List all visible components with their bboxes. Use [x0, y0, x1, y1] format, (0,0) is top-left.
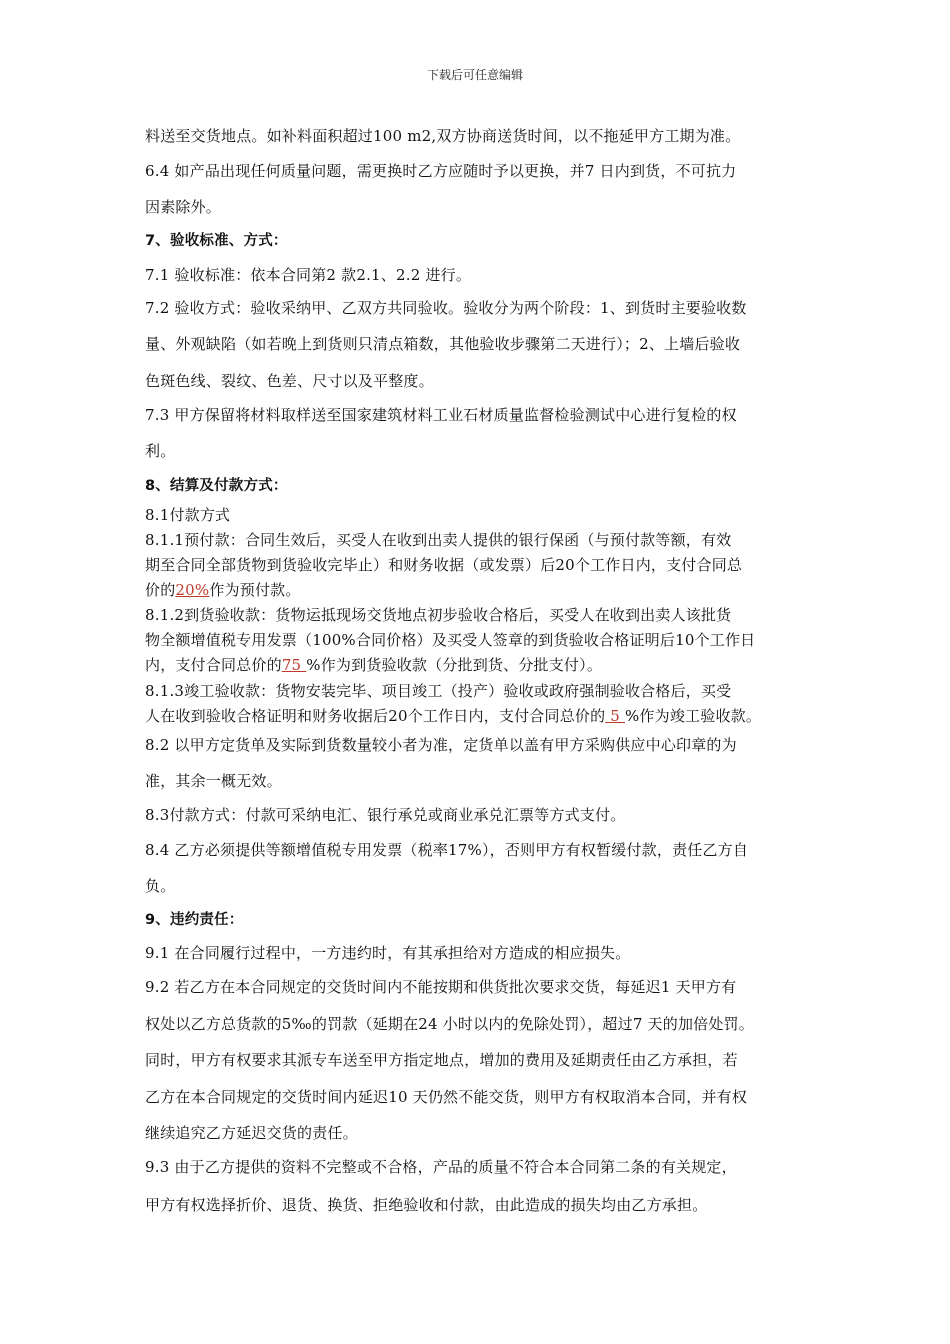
paragraph-line: 继续追究乙方延迟交货的责任。 — [145, 1124, 358, 1142]
paragraph-line: 因素除外。 — [145, 198, 222, 216]
paragraph-line: 9.3 由于乙方提供的资料不完整或不合格，产品的质量不符合本合同第二条的有关规定， — [145, 1158, 737, 1176]
line-text: %作为竣工验收款。 — [624, 707, 762, 725]
paragraph-line: 8.1.3竣工验收款：货物安装完毕、项目竣工（投产）验收或政府强制验收合格后，买受 — [145, 682, 732, 700]
percentage-value: 75 — [281, 656, 307, 674]
paragraph-line: 8.1.1预付款：合同生效后，买受人在收到出卖人提供的银行保函（与预付款等额，有效 — [145, 531, 732, 549]
paragraph-line: 权处以乙方总货款的5‰的罚款（延期在24 小时以内的免除处罚），超过7 天的加倍处罚。 — [145, 1015, 754, 1033]
paragraph-line: 7.1 验收标准：依本合同第2 款2.1、2.2 进行。 — [145, 266, 472, 284]
paragraph-line: 7.2 验收方式：验收采纳甲、乙双方共同验收。验收分为两个阶段：1、到货时主要验收数 — [145, 299, 747, 317]
section-heading-7: 7、验收标准、方式： — [145, 233, 288, 249]
paragraph-line: 8.2 以甲方定货单及实际到货数量较小者为准，定货单以盖有甲方采购供应中心印章的为 — [145, 736, 737, 754]
line-text: 人在收到验收合格证明和财务收据后20个工作日内，支付合同总价的 — [145, 707, 606, 725]
paragraph-line — [145, 655, 602, 675]
paragraph-line: 9.1 在合同履行过程中，一方违约时，有其承担给对方造成的相应损失。 — [145, 944, 631, 962]
paragraph-line: 甲方有权选择折价、退货、换货、拒绝验收和付款，由此造成的损失均由乙方承担。 — [145, 1196, 708, 1214]
paragraph-line: 期至合同全部货物到货验收完毕止）和财务收据（或发票）后20个工作日内，支付合同总 — [145, 556, 743, 574]
section-heading-8: 8、结算及付款方式： — [145, 478, 288, 494]
paragraph-line: 物全额增值税专用发票（100%合同价格）及买受人签章的到货验收合格证明后10个工作日 — [145, 631, 756, 649]
paragraph-line — [145, 706, 761, 726]
paragraph-line: 准，其余一概无效。 — [145, 772, 282, 790]
paragraph-line: 负。 — [145, 877, 176, 895]
page-header: 下载后可任意编辑 — [426, 68, 523, 82]
paragraph-line: 量、外观缺陷（如若晚上到货则只清点箱数，其他验收步骤第二天进行）；2、上墙后验收 — [145, 335, 741, 353]
paragraph-line: 乙方在本合同规定的交货时间内延迟10 天仍然不能交货，则甲方有权取消本合同，并有权 — [145, 1088, 748, 1106]
line-text: 作为预付款。 — [209, 581, 301, 599]
paragraph-line: 利。 — [145, 442, 176, 460]
paragraph-line: 料送至交货地点。如补料面积超过100 m2,双方协商送货时间，以不拖延甲方工期为准。 — [145, 127, 741, 145]
paragraph-line — [145, 580, 301, 600]
paragraph-line: 6.4 如产品出现任何质量问题，需更换时乙方应随时予以更换，并7 日内到货，不可抗力 — [145, 162, 737, 180]
line-text: %作为到货验收款（分批到货、分批支付）。 — [306, 656, 603, 674]
paragraph-line: 8.3付款方式：付款可采纳电汇、银行承兑或商业承兑汇票等方式支付。 — [145, 806, 626, 824]
paragraph-line: 同时，甲方有权要求其派专车送至甲方指定地点，增加的费用及延期责任由乙方承担，若 — [145, 1051, 738, 1069]
paragraph-line: 7.3 甲方保留将材料取样送至国家建筑材料工业石材质量监督检验测试中心进行复检的权 — [145, 406, 737, 424]
paragraph-line: 9.2 若乙方在本合同规定的交货时间内不能按期和供货批次要求交货，每延迟1 天甲方有 — [145, 978, 737, 996]
paragraph-line: 色斑色线、裂纹、色差、尺寸以及平整度。 — [145, 372, 434, 390]
paragraph-line: 8.4 乙方必须提供等额增值税专用发票（税率17%），否则甲方有权暂缓付款，责任乙方自 — [145, 841, 749, 859]
line-text: 内，支付合同总价的 — [145, 656, 282, 674]
paragraph-line: 8.1.2到货验收款：货物运抵现场交货地点初步验收合格后，买受人在收到出卖人该批货 — [145, 606, 732, 624]
paragraph-line: 8.1付款方式 — [145, 506, 231, 524]
line-text: 价的 — [145, 581, 176, 599]
section-heading-9: 9、违约责任： — [145, 912, 244, 928]
percentage-value: 5 — [605, 707, 625, 725]
percentage-value: 20% — [175, 581, 210, 599]
